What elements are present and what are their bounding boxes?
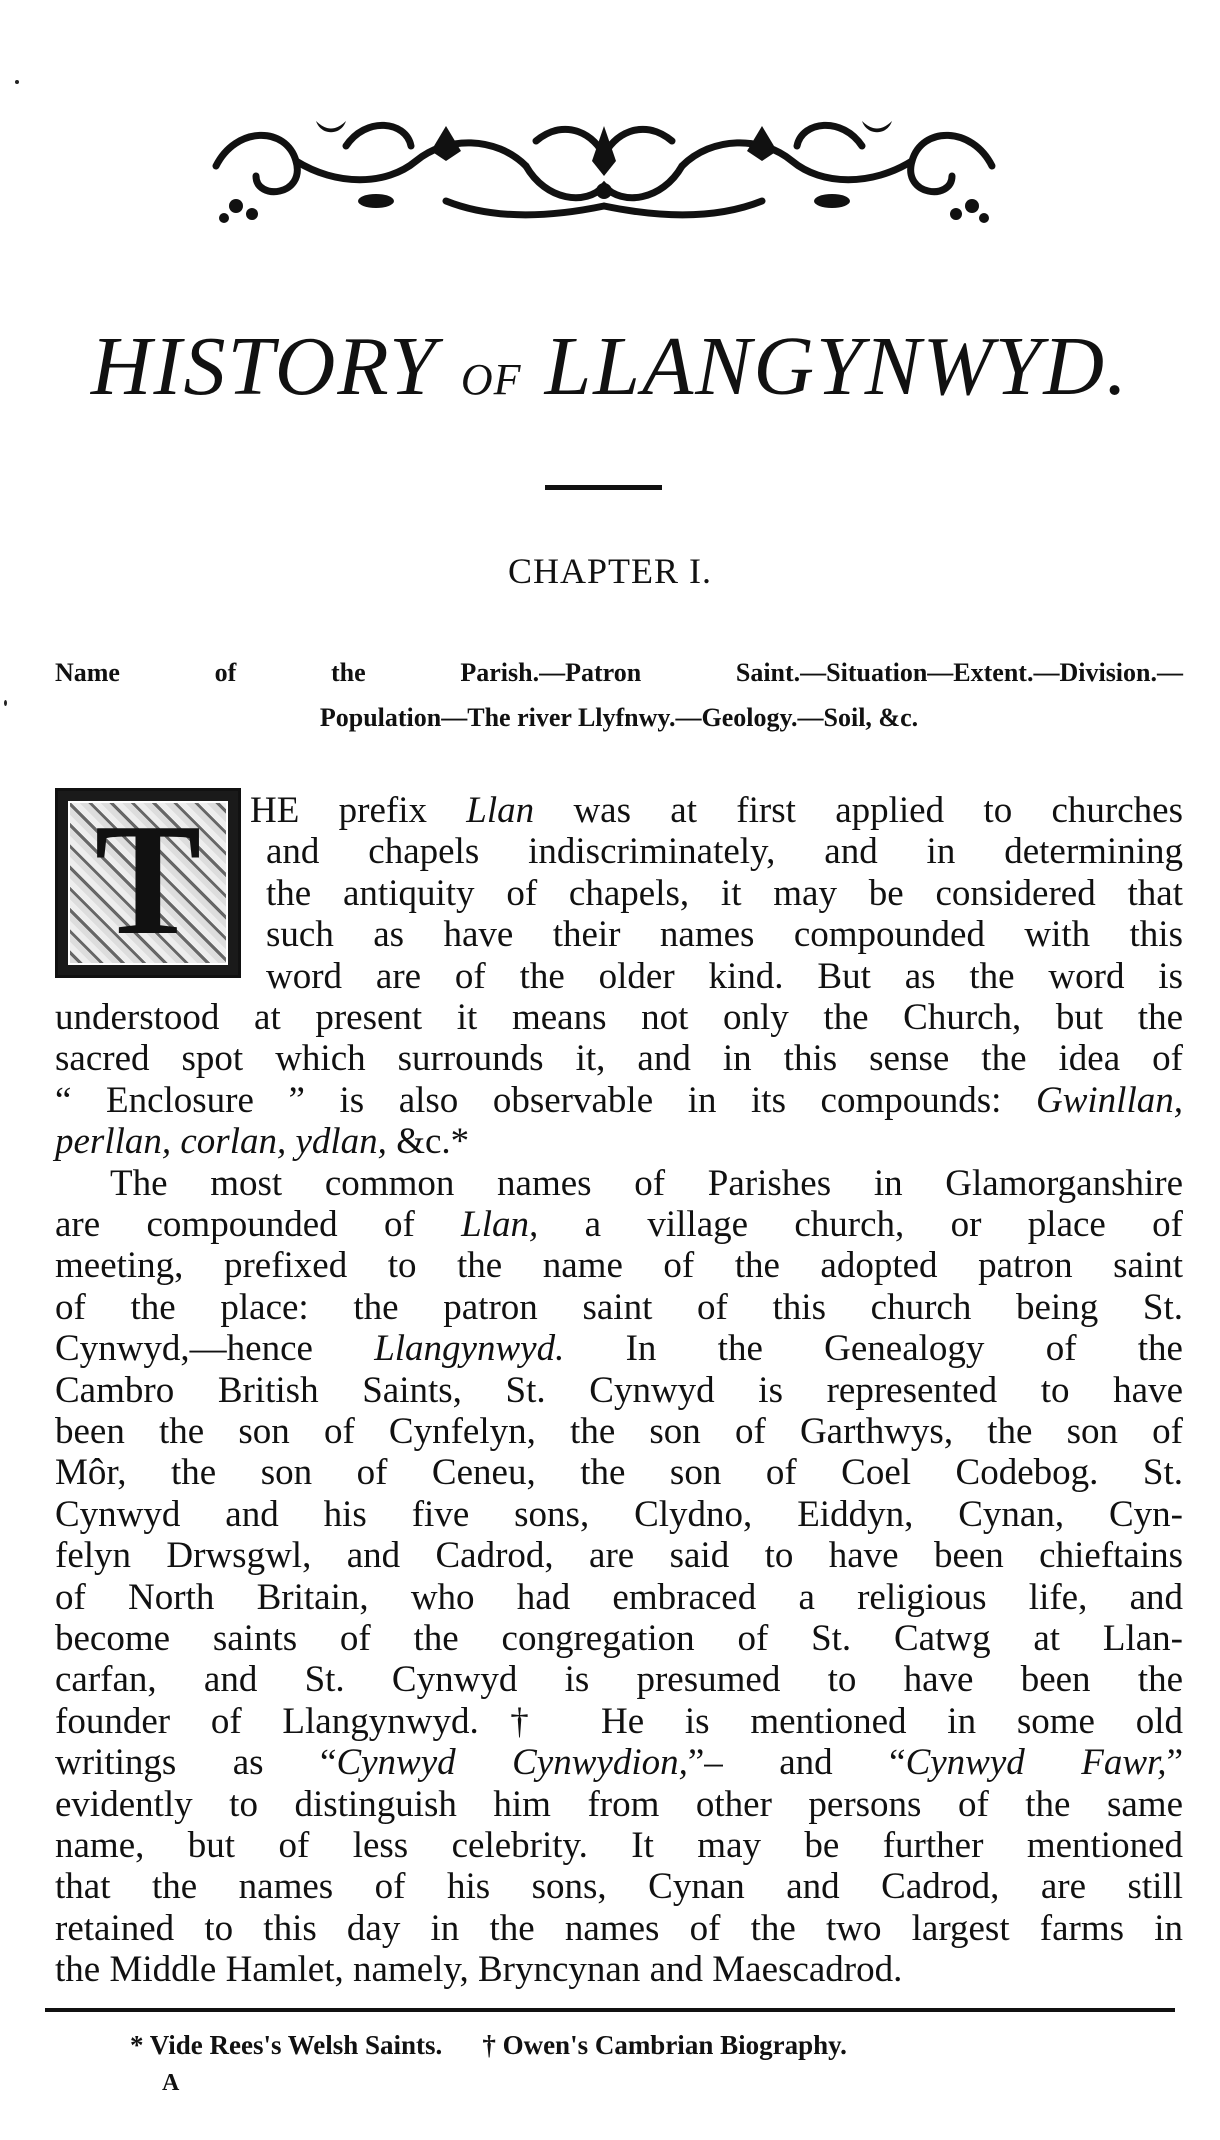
text-line: [55, 1411, 1183, 1453]
italic-text-segment: Llan,: [461, 1204, 539, 1245]
ink-speck: [4, 700, 7, 706]
footnote-2: † Owen's Cambrian Biography.: [482, 2030, 847, 2060]
text-line: [266, 956, 1183, 998]
text-segment: meeting, prefixed to the name of the adopted patron saint: [55, 1245, 1183, 1287]
italic-text-segment: perllan, corlan, ydlan,: [55, 1121, 387, 1163]
text-line: [55, 1742, 1183, 1784]
text-line: [55, 1659, 1183, 1701]
title-rule-divider: [545, 485, 662, 490]
text-line: [55, 1287, 1183, 1329]
text-line: [250, 790, 1183, 832]
drop-cap-letter: T: [94, 790, 202, 968]
title-history: HISTORY: [90, 320, 438, 413]
footnote-rule-divider: [45, 2008, 1175, 2012]
text-segment: the Middle Hamlet, namely, Bryncynan and Maescadrod.: [55, 1949, 903, 1991]
italic-text-segment: Llan: [466, 790, 535, 831]
text-segment: was at first applied to churches: [534, 790, 1183, 831]
text-segment: “ Enclosure ” is also observable in its compounds:: [55, 1079, 1036, 1121]
text-segment: Cambro British Saints, St. Cynwyd is represented to have: [55, 1369, 1183, 1411]
text-line: [55, 1494, 1183, 1536]
text-segment: and chapels indiscriminately, and in determining: [266, 831, 1183, 873]
text-segment: are compounded of: [55, 1204, 462, 1245]
text-segment: sacred spot which surrounds it, and in this sense the idea of: [55, 1038, 1183, 1080]
italic-text-segment: Gwinllan,: [1036, 1079, 1183, 1121]
text-line: [55, 1577, 1183, 1619]
text-segment: ”: [1166, 1742, 1183, 1784]
chapter-summary-line-1: Name of the Parish.—Patron Saint.—Situation—Extent.—Division.—: [55, 658, 1183, 687]
text-line: [55, 1618, 1183, 1660]
text-segment: of the place: the patron saint of this church being St.: [55, 1286, 1183, 1328]
text-line: [55, 1535, 1183, 1577]
text-segment: founder of Llangynwyd.† He is mentioned in some old: [55, 1700, 1183, 1742]
footnote-1: * Vide Rees's Welsh Saints.: [130, 2030, 443, 2060]
illuminated-drop-cap: [55, 788, 241, 978]
text-line: [266, 873, 1183, 915]
text-line: [55, 1825, 1183, 1867]
text-segment: a village church, or place of: [538, 1204, 1183, 1245]
page-title: [0, 318, 1220, 415]
signature-mark: A: [162, 2070, 180, 2096]
italic-text-segment: Cynwyd Fawr,: [905, 1742, 1167, 1784]
text-line: [55, 1866, 1183, 1908]
text-segment: writings as “: [55, 1742, 337, 1784]
text-segment: In the Genealogy of the: [564, 1328, 1183, 1370]
text-segment: Cynwyd,—hence: [55, 1328, 375, 1370]
text-line: [55, 997, 1183, 1039]
text-line: [55, 1701, 1183, 1743]
title-of: OF: [460, 355, 522, 404]
text-line: [55, 1204, 1183, 1246]
text-segment: felyn Drwsgwl, and Cadrod, are said to have been chieftains: [55, 1535, 1183, 1577]
text-segment: name, but of less celebrity. It may be further mentioned: [55, 1825, 1183, 1866]
text-line: [55, 1908, 1183, 1950]
text-segment: the antiquity of chapels, it may be considered that: [266, 872, 1183, 914]
text-line: [55, 1328, 1183, 1370]
chapter-heading: CHAPTER I.: [507, 551, 712, 591]
text-line: [55, 1370, 1183, 1412]
chapter-summary-line-2: Population—The river Llyfnwy.—Geology.—Soil, &c.: [319, 703, 919, 732]
text-segment: ”– and “: [687, 1742, 906, 1784]
text-segment: of North Britain, who had embraced a religious life, and: [55, 1576, 1183, 1618]
italic-text-segment: Llangynwyd.: [374, 1328, 565, 1370]
text-segment: The most common names of Parishes in Glamorganshire: [110, 1162, 1183, 1204]
text-segment: carfan, and St. Cynwyd is presumed to have been the: [55, 1659, 1183, 1701]
italic-text-segment: Cynwyd Cynwydion,: [336, 1742, 688, 1784]
text-line: [55, 1038, 1183, 1080]
text-segment: &c.*: [386, 1121, 470, 1163]
text-segment: such as have their names compounded with this: [266, 914, 1183, 956]
text-line: [266, 831, 1183, 873]
decorative-headpiece-ornament: [196, 106, 1012, 228]
text-segment: understood at present it means not only the Church, but the: [55, 997, 1183, 1038]
text-line: [55, 1949, 1183, 1991]
text-segment: HE prefix: [250, 790, 467, 831]
text-line: [55, 1452, 1183, 1494]
text-segment: Môr, the son of Ceneu, the son of Coel Codebog. St.: [55, 1452, 1183, 1494]
text-line: [55, 1121, 1183, 1163]
text-segment: been the son of Cynfelyn, the son of Garthwys, the son of: [55, 1411, 1183, 1452]
text-line: [55, 1245, 1183, 1287]
text-line: [266, 914, 1183, 956]
ink-speck: [15, 80, 19, 84]
text-segment: evidently to distinguish him from other persons of the same: [55, 1783, 1183, 1825]
title-llangynwyd: LLANGYNWYD.: [544, 320, 1130, 413]
text-segment: Cynwyd and his five sons, Clydno, Eiddyn, Cynan, Cyn-: [55, 1493, 1183, 1535]
text-line: [55, 1080, 1183, 1122]
text-line: [110, 1163, 1183, 1205]
text-segment: that the names of his sons, Cynan and Cadrod, are still: [55, 1866, 1183, 1908]
text-line: [55, 1784, 1183, 1826]
text-segment: become saints of the congregation of St. Catwg at Llan-: [55, 1618, 1183, 1659]
footnotes: [130, 2030, 847, 2061]
text-segment: retained to this day in the names of the two largest farms in: [55, 1907, 1183, 1949]
text-segment: word are of the older kind. But as the word is: [266, 955, 1183, 997]
